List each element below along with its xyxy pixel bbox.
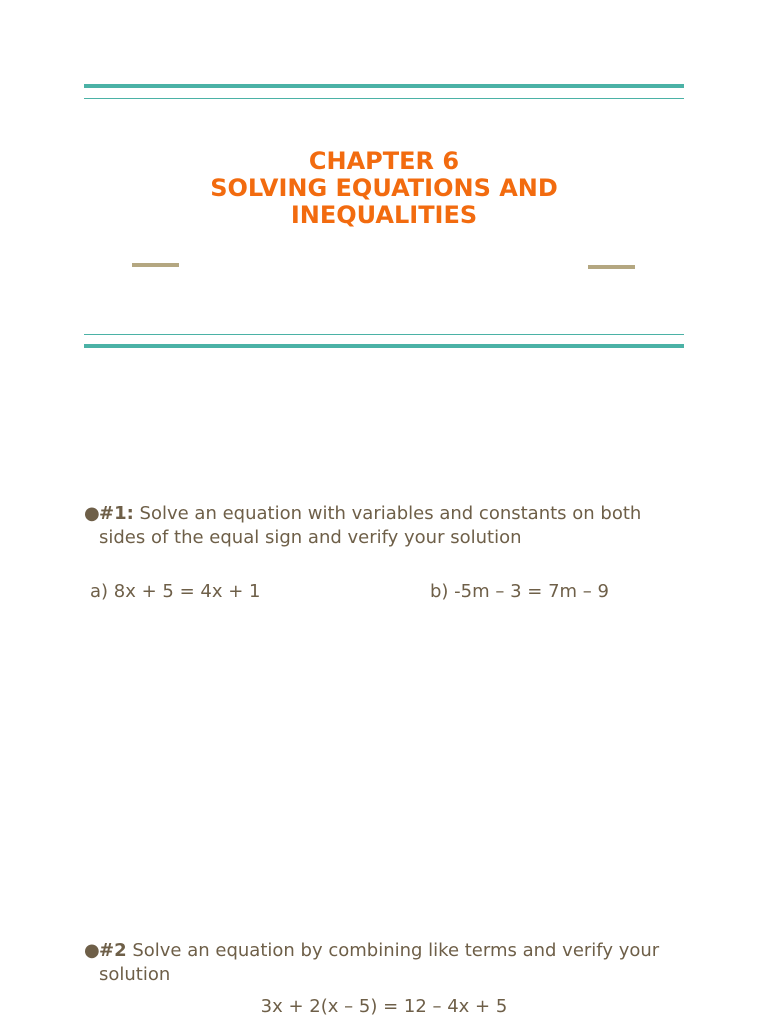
bottom-thin-divider [84, 334, 684, 335]
problem-1 [84, 502, 714, 550]
right-dash-decoration [588, 265, 635, 269]
top-thick-divider [84, 84, 684, 88]
problem-2 [84, 939, 714, 987]
problem-1-text-line-2: sides of the equal sign and verify your solution [99, 527, 522, 548]
problem-2-text-line-2: solution [99, 964, 171, 985]
top-thin-divider [84, 98, 684, 99]
problem-1-part-a: a) 8x + 5 = 4x + 1 [90, 581, 261, 602]
left-dash-decoration [132, 263, 179, 267]
title-line-1: CHAPTER 6 [308, 147, 460, 175]
problem-2-equation: 3x + 2(x – 5) = 12 – 4x + 5 [260, 996, 508, 1017]
problem-2-text-line-1: Solve an equation by combining like terms and verify your [126, 940, 660, 961]
problem-1-text-line-1: Solve an equation with variables and constants on both [133, 503, 642, 524]
problem-2-description [84, 939, 714, 987]
chapter-title [84, 148, 684, 229]
bullet-icon: ● [84, 940, 100, 961]
title-line-3: INEQUALITIES [290, 201, 478, 229]
problem-1-part-b: b) -5m – 3 = 7m – 9 [430, 581, 609, 602]
bullet-icon: ● [84, 503, 100, 524]
problem-2-label: #2 [99, 940, 127, 961]
problem-1-description [84, 502, 714, 550]
problem-1-label: #1: [99, 503, 134, 524]
title-line-2: SOLVING EQUATIONS AND [210, 174, 558, 202]
bottom-thick-divider [84, 344, 684, 348]
